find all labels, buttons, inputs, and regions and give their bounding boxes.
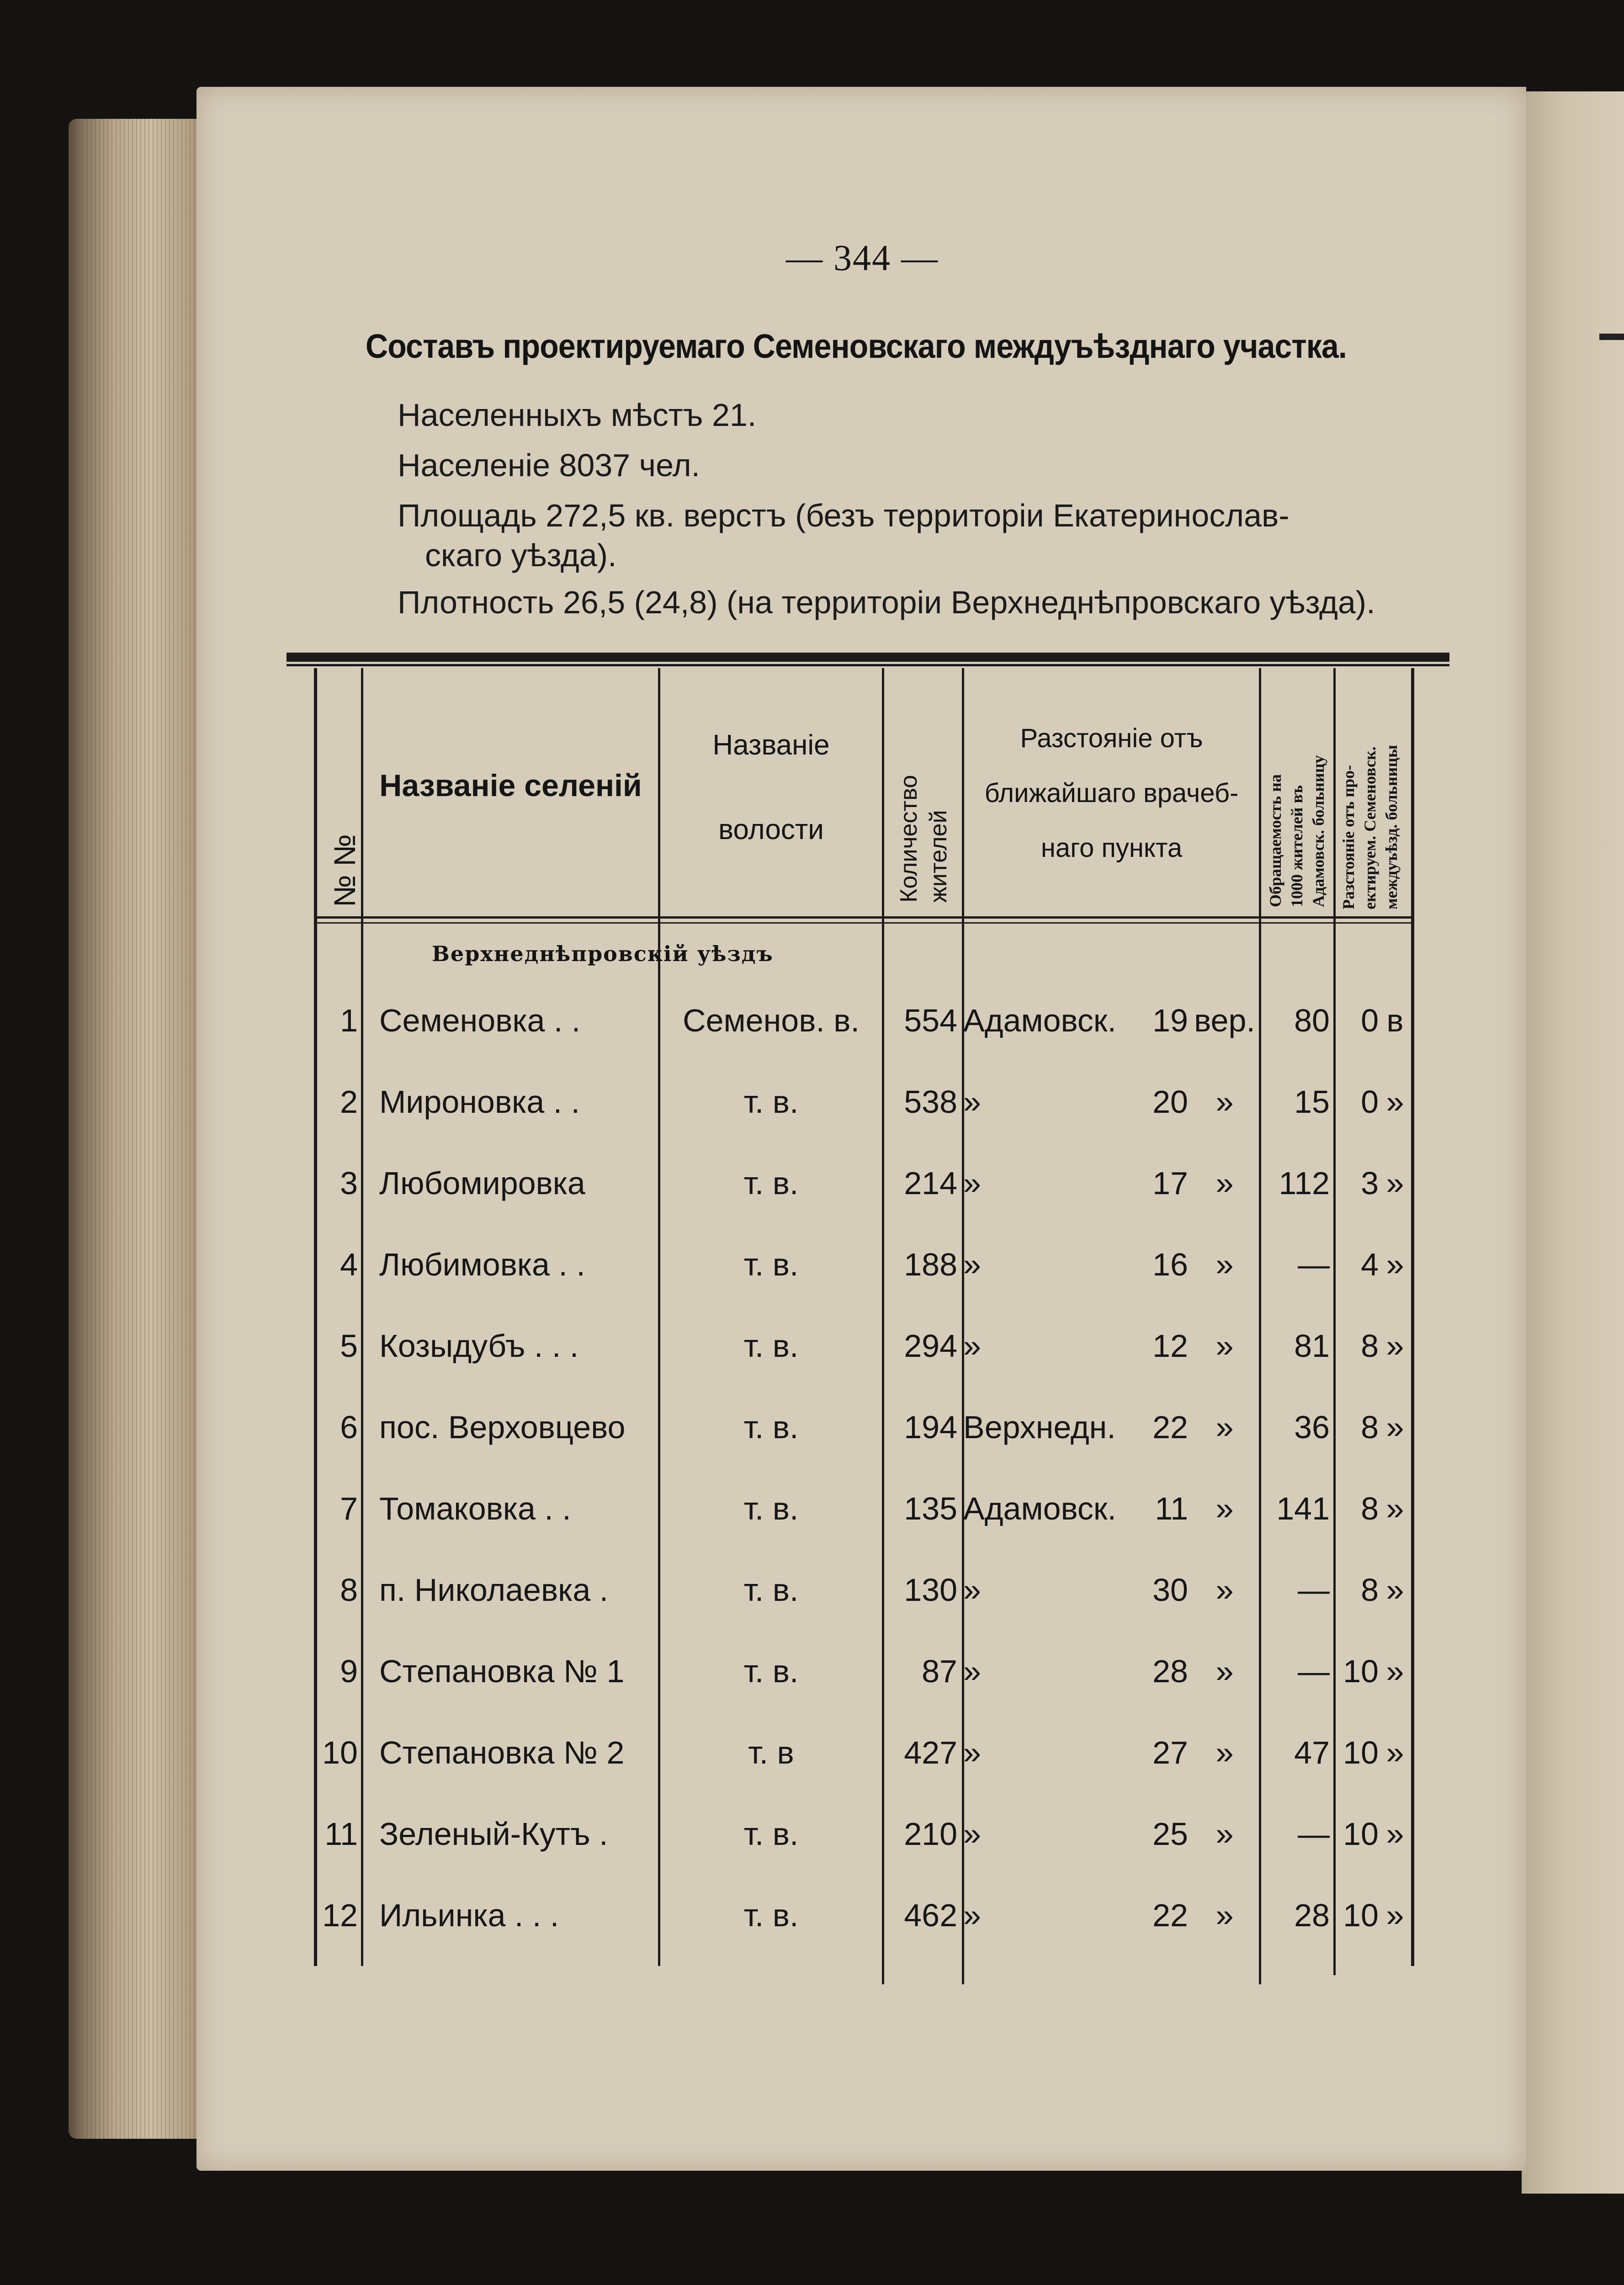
table-right-border <box>1411 668 1414 1966</box>
cell-n: 5 <box>340 1328 358 1364</box>
cell-proj: 3 <box>1361 1165 1379 1201</box>
cell-n: 4 <box>340 1247 358 1282</box>
cell-volost: т. в. <box>743 1572 799 1608</box>
cell-village: Мироновка . . <box>379 1084 580 1120</box>
cell-pop: 210 <box>904 1816 957 1852</box>
cell-appeal: 36 <box>1294 1409 1330 1445</box>
cell-volost: т. в. <box>743 1653 799 1689</box>
column-divider <box>1259 668 1261 1984</box>
cell-point: » <box>963 1897 981 1933</box>
header-projected-line2: ектируем. Семеновск. <box>1361 746 1379 909</box>
cell-village: Козыдубъ . . . <box>379 1328 579 1364</box>
cell-point: » <box>963 1653 981 1689</box>
cell-point: » <box>963 1328 981 1364</box>
cell-pop: 554 <box>904 1003 957 1038</box>
cell-n: 9 <box>340 1653 358 1689</box>
intro-line: Населенныхъ мѣстъ 21. <box>398 397 757 433</box>
cell-volost: т. в. <box>743 1491 799 1526</box>
cell-proj-unit: » <box>1386 1328 1404 1364</box>
cell-village: Степановка № 1 <box>379 1653 625 1689</box>
column-divider <box>658 668 660 1966</box>
cell-volost: т. в. <box>743 1897 799 1933</box>
cell-unit: вер. <box>1194 1003 1255 1038</box>
cell-unit: » <box>1215 1816 1234 1852</box>
header-projected-line3: междуъѣзд. больницы <box>1382 744 1401 909</box>
cell-point: » <box>963 1165 981 1201</box>
cell-n: 7 <box>340 1491 358 1526</box>
cell-dist: 17 <box>1152 1165 1188 1201</box>
adjacent-page <box>1522 91 1624 2194</box>
cell-appeal: — <box>1298 1816 1330 1852</box>
cell-point: » <box>963 1735 981 1770</box>
page-title: Составъ проектируемаго Семеновскаго междуъѣзднаго участка. <box>366 327 1347 365</box>
cell-village: Томаковка . . <box>379 1491 571 1526</box>
cell-appeal: 81 <box>1294 1328 1330 1364</box>
cell-n: 8 <box>340 1572 358 1608</box>
cell-appeal: — <box>1298 1572 1330 1608</box>
cell-point: » <box>963 1572 981 1608</box>
header-appeal-line1: Обращаемость на <box>1266 774 1284 907</box>
cell-dist: 16 <box>1152 1247 1188 1282</box>
header-distance-line1: Разстоянiе отъ <box>1020 723 1203 753</box>
header-distance-line2: ближайшаго врачеб- <box>984 778 1239 808</box>
table-top-rule <box>287 653 1449 662</box>
cell-proj: 0 <box>1361 1003 1379 1038</box>
cell-n: 3 <box>340 1165 358 1201</box>
cell-point: » <box>963 1247 981 1282</box>
cell-proj-unit: в <box>1386 1003 1404 1038</box>
cell-village: Степановка № 2 <box>379 1735 625 1770</box>
cell-dist: 30 <box>1152 1572 1188 1608</box>
cell-pop: 194 <box>904 1409 957 1445</box>
cell-proj: 10 <box>1343 1816 1379 1852</box>
cell-unit: » <box>1215 1735 1234 1770</box>
cell-appeal: 15 <box>1294 1084 1330 1120</box>
cell-n: 1 <box>340 1003 358 1038</box>
cell-pop: 135 <box>904 1491 957 1526</box>
cell-dist: 25 <box>1152 1816 1188 1852</box>
cell-dist: 19 <box>1152 1003 1188 1038</box>
header-village: Названiе селенiй <box>379 768 642 803</box>
cell-n: 2 <box>340 1084 358 1120</box>
cell-point: Адамовск. <box>963 1491 1116 1526</box>
cell-appeal: 141 <box>1276 1491 1330 1526</box>
header-population-line1: Количество <box>896 775 922 903</box>
header-rule-thin <box>315 922 1412 924</box>
cell-proj: 8 <box>1361 1572 1379 1608</box>
table-top-rule-thin <box>287 664 1449 666</box>
cell-dist: 12 <box>1152 1328 1188 1364</box>
cell-unit: » <box>1215 1247 1234 1282</box>
cell-proj: 0 <box>1361 1084 1379 1120</box>
intro-line: скаго уѣзда). <box>425 537 617 573</box>
cell-dist: 20 <box>1152 1084 1188 1120</box>
cell-appeal: — <box>1298 1247 1330 1282</box>
header-volost-line2: волости <box>718 814 824 845</box>
cell-pop: 294 <box>904 1328 957 1364</box>
header-appeal-line3: Адамовск. больницу <box>1309 755 1327 907</box>
cell-pop: 427 <box>904 1735 957 1770</box>
cell-proj-unit: » <box>1386 1653 1404 1689</box>
cell-pop: 462 <box>904 1897 957 1933</box>
cell-volost: Семенов. в. <box>683 1003 860 1038</box>
cell-village: Ильинка . . . <box>379 1897 559 1933</box>
cell-dist: 27 <box>1152 1735 1188 1770</box>
cell-unit: » <box>1215 1897 1234 1933</box>
cell-appeal: — <box>1298 1653 1330 1689</box>
header-distance-line3: наго пункта <box>1040 833 1183 863</box>
header-population-line2: жителей <box>925 810 952 903</box>
cell-unit: » <box>1215 1653 1234 1689</box>
cell-volost: т. в. <box>743 1165 799 1201</box>
cell-volost: т. в. <box>743 1409 799 1445</box>
book-page <box>196 87 1526 2171</box>
header-appeal-line2: 1000 жителей въ <box>1288 785 1306 907</box>
cell-proj-unit: » <box>1386 1409 1404 1445</box>
cell-proj-unit: » <box>1386 1897 1404 1933</box>
cell-dist: 11 <box>1155 1491 1188 1526</box>
cell-appeal: 112 <box>1279 1165 1330 1201</box>
cell-pop: 130 <box>904 1572 957 1608</box>
cell-appeal: 47 <box>1294 1735 1330 1770</box>
header-projected-line1: Разстоянiе отъ про- <box>1339 765 1358 909</box>
cell-village: Любимовка . . <box>379 1247 585 1282</box>
cell-pop: 87 <box>922 1653 957 1689</box>
cell-proj-unit: » <box>1386 1572 1404 1608</box>
column-divider <box>1333 668 1336 1975</box>
table-left-border <box>314 668 317 1966</box>
cell-unit: » <box>1215 1328 1234 1364</box>
cell-proj-unit: » <box>1386 1735 1404 1770</box>
adjacent-page-rule <box>1599 334 1624 340</box>
cell-point: Адамовск. <box>963 1003 1116 1038</box>
cell-volost: т. в <box>748 1735 794 1770</box>
cell-proj: 10 <box>1343 1735 1379 1770</box>
cell-village: п. Николаевка . <box>379 1572 609 1608</box>
cell-unit: » <box>1215 1491 1234 1526</box>
cell-proj: 8 <box>1361 1328 1379 1364</box>
cell-appeal: 80 <box>1294 1003 1330 1038</box>
cell-volost: т. в. <box>743 1816 799 1852</box>
cell-n: 10 <box>322 1735 358 1770</box>
cell-point: » <box>963 1084 981 1120</box>
cell-proj: 10 <box>1343 1653 1379 1689</box>
header-volost-line1: Названiе <box>712 729 830 761</box>
cell-village: пос. Верховцево <box>379 1409 626 1445</box>
cell-point: » <box>963 1816 981 1852</box>
cell-proj-unit: » <box>1386 1247 1404 1282</box>
cell-appeal: 28 <box>1294 1897 1330 1933</box>
cell-volost: т. в. <box>743 1247 799 1282</box>
header-rule <box>315 916 1412 919</box>
column-divider <box>882 668 884 1984</box>
cell-n: 11 <box>324 1816 358 1852</box>
cell-pop: 188 <box>904 1247 957 1282</box>
cell-unit: » <box>1215 1409 1234 1445</box>
intro-line: Площадь 272,5 кв. верстъ (безъ территорiи Екатеринослав- <box>398 498 1290 533</box>
cell-n: 6 <box>340 1409 358 1445</box>
cell-village: Любомировка <box>379 1165 585 1201</box>
intro-line: Населенiе 8037 чел. <box>398 447 700 483</box>
cell-proj-unit: » <box>1386 1491 1404 1526</box>
cell-volost: т. в. <box>743 1084 799 1120</box>
intro-line: Плотность 26,5 (24,8) (на территорiи Верхнеднѣпровскаго уѣзда). <box>398 585 1375 620</box>
cell-proj-unit: » <box>1386 1816 1404 1852</box>
cell-proj: 4 <box>1361 1247 1379 1282</box>
cell-volost: т. в. <box>743 1328 799 1364</box>
cell-proj: 10 <box>1343 1897 1379 1933</box>
cell-proj: 8 <box>1361 1409 1379 1445</box>
cell-pop: 538 <box>904 1084 957 1120</box>
page-number: — 344 — <box>786 238 939 278</box>
cell-village: Семеновка . . <box>379 1003 581 1038</box>
district-group-label: Верхнеднѣпровскiй уѣздъ <box>432 941 774 966</box>
cell-unit: » <box>1215 1084 1234 1120</box>
cell-village: Зеленый-Кутъ . <box>379 1816 608 1852</box>
cell-unit: » <box>1215 1572 1234 1608</box>
header-number: № № <box>328 834 361 907</box>
cell-dist: 28 <box>1152 1653 1188 1689</box>
cell-proj-unit: » <box>1386 1165 1404 1201</box>
cell-dist: 22 <box>1152 1409 1188 1445</box>
cell-n: 12 <box>322 1897 358 1933</box>
cell-proj: 8 <box>1361 1491 1379 1526</box>
cell-unit: » <box>1215 1165 1234 1201</box>
cell-pop: 214 <box>904 1165 957 1201</box>
cell-point: Верхнедн. <box>963 1409 1116 1445</box>
cell-dist: 22 <box>1152 1897 1188 1933</box>
cell-proj-unit: » <box>1386 1084 1404 1120</box>
